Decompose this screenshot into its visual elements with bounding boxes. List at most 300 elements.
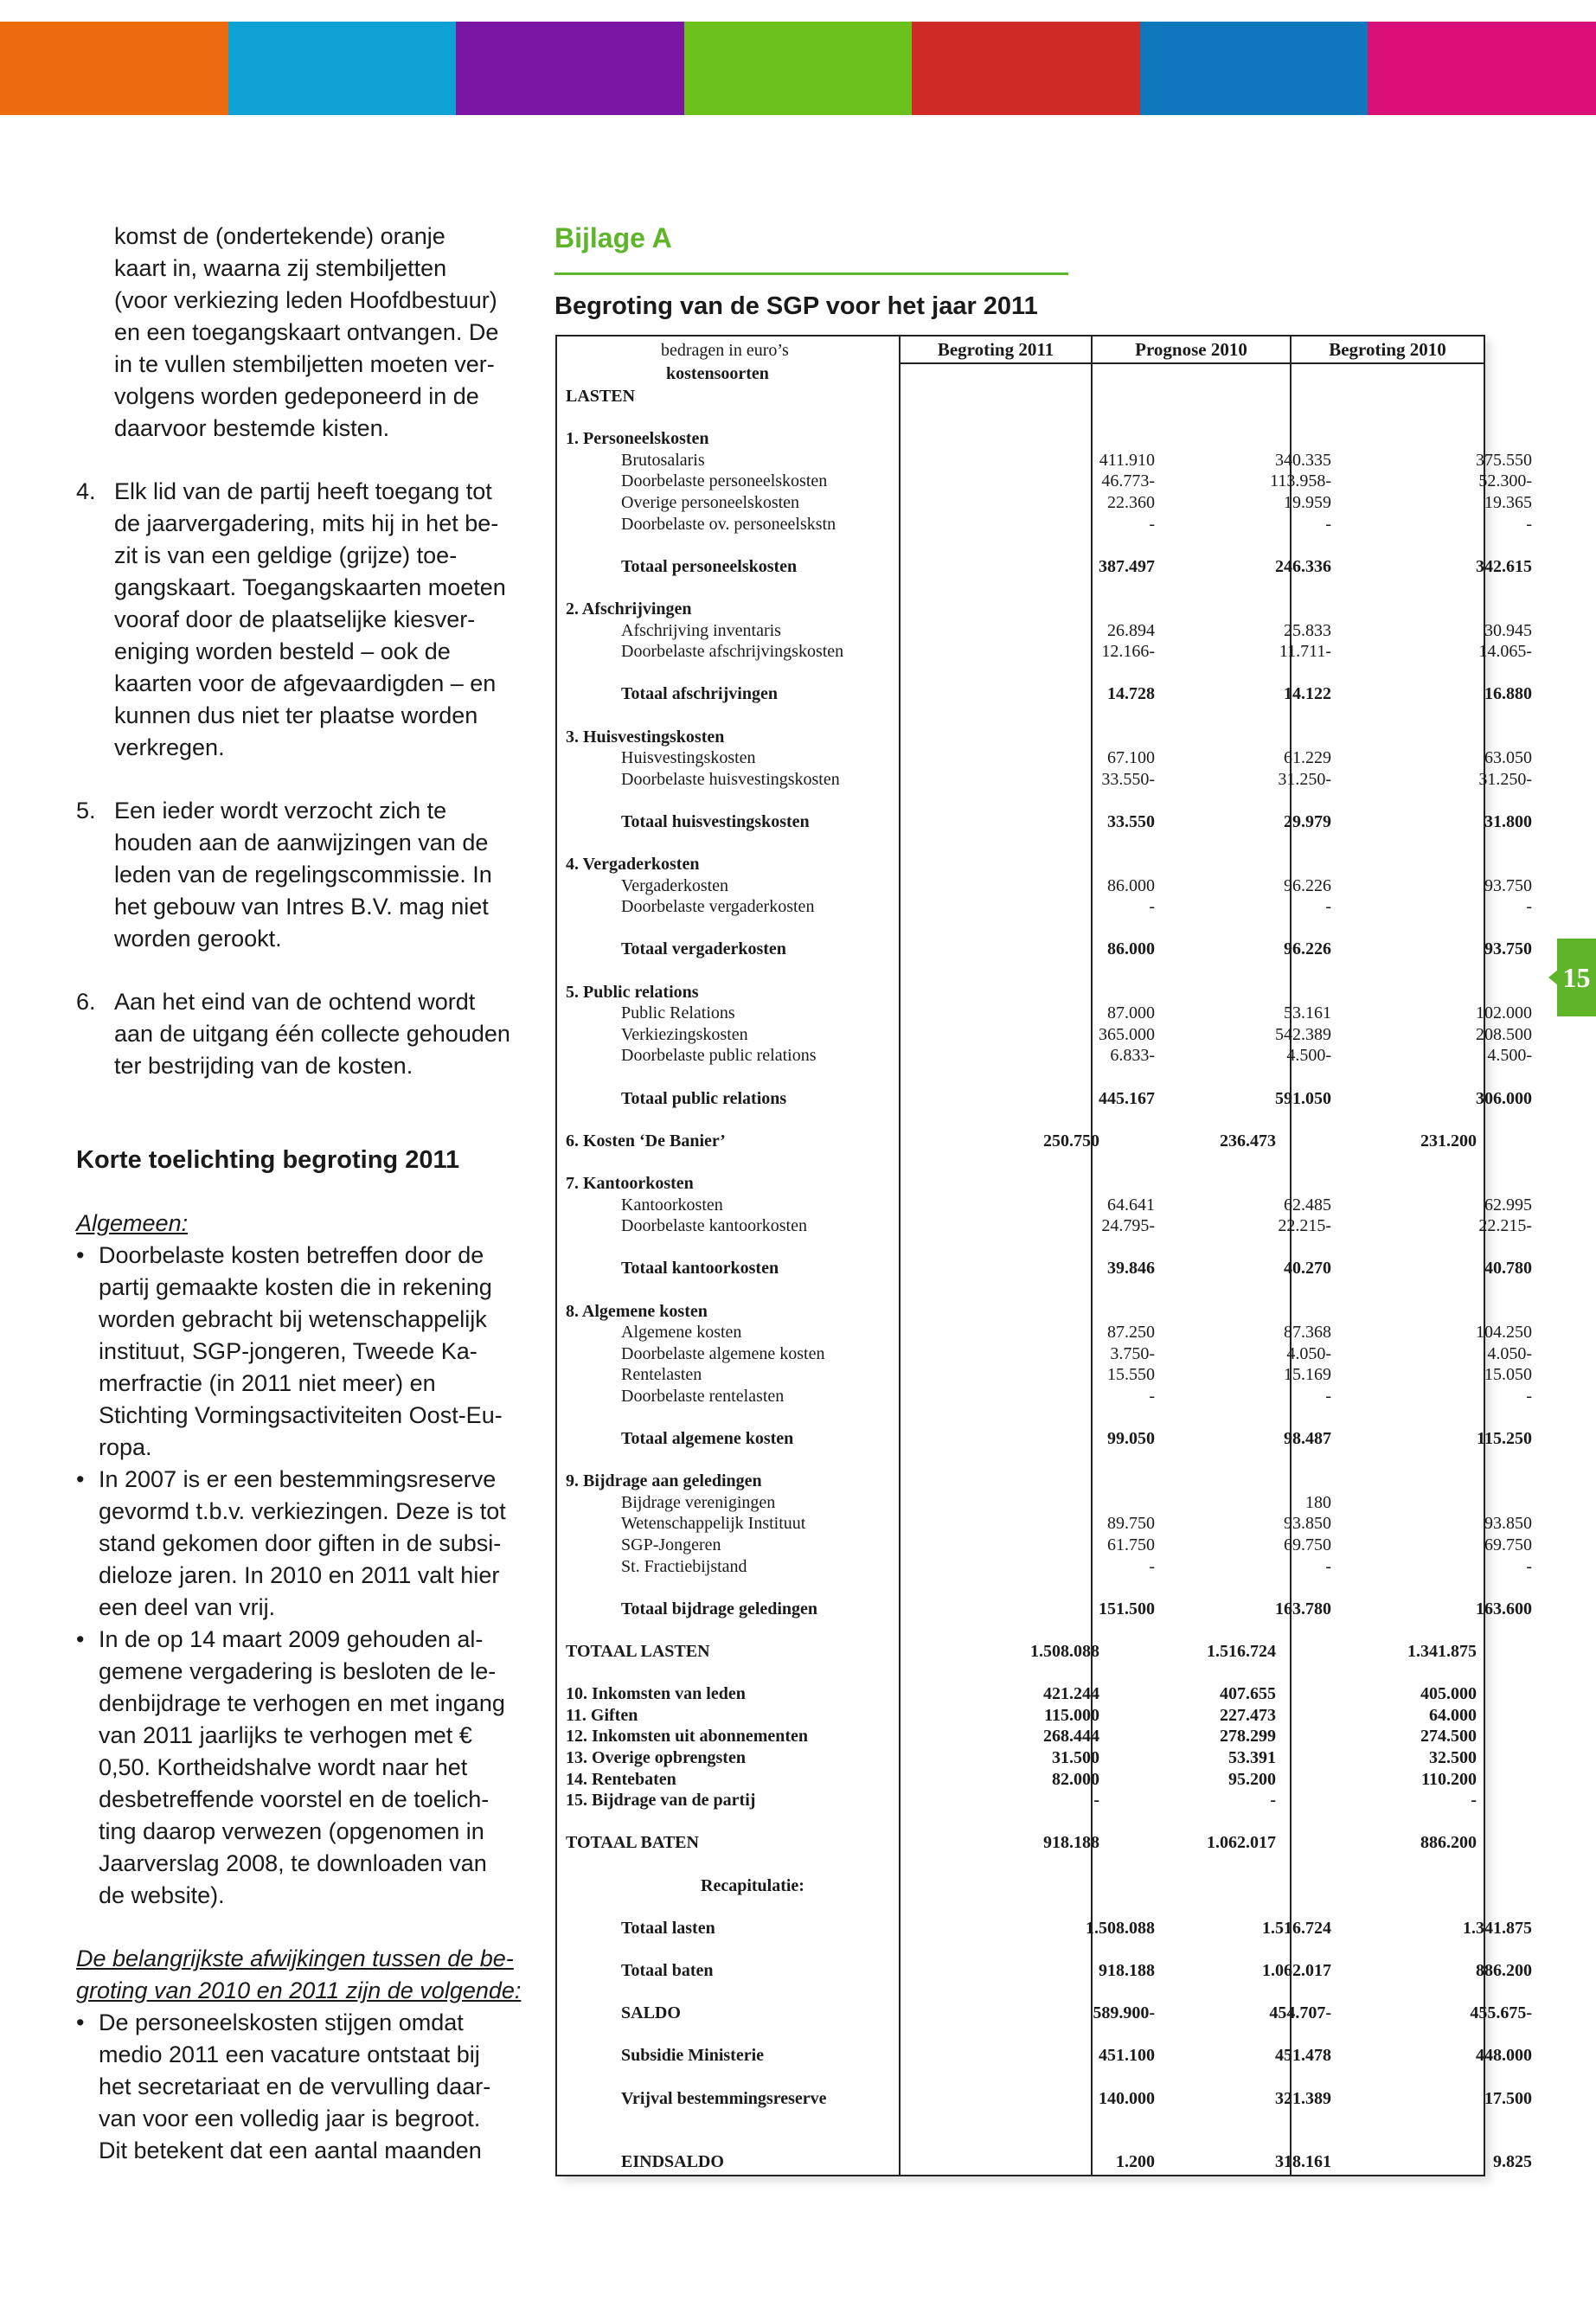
- text-line: stand gekomen door giften in de subsi-: [99, 1530, 502, 1556]
- color-stripe: [1140, 22, 1368, 115]
- row-value: -: [1526, 1386, 1532, 1406]
- text-line: groting van 2010 en 2011 zijn de volgende:: [76, 1977, 522, 2003]
- row-value: -: [1325, 1386, 1331, 1406]
- row-label: [557, 832, 907, 854]
- row-value: [907, 1982, 1099, 2003]
- text-line: in te vullen stembiljetten moeten ver-: [114, 351, 495, 377]
- row-value: 454.707-: [1269, 2003, 1331, 2023]
- row-value: 886.200: [1420, 1833, 1477, 1853]
- row-value: 30.945: [1484, 620, 1532, 640]
- color-stripe: [1368, 22, 1596, 115]
- row-value: 31.500: [1052, 1748, 1099, 1767]
- row-label: Doorbelaste rentelasten: [621, 1386, 785, 1406]
- row-value: [1099, 1471, 1276, 1492]
- row-value: 455.675-: [1470, 2003, 1532, 2023]
- budget-row: [557, 727, 1484, 748]
- budget-row: [557, 1237, 1484, 1259]
- row-value: -: [1325, 514, 1331, 534]
- row-label: Kantoorkosten: [621, 1195, 723, 1215]
- budget-row: [557, 2088, 1532, 2110]
- row-value: [1099, 918, 1276, 939]
- row-value: 14.065-: [1478, 642, 1532, 662]
- row-label: 9. Bijdrage aan geledingen: [566, 1471, 762, 1491]
- budget-row: [557, 1896, 1484, 1918]
- row-value: 61.750: [1107, 1535, 1155, 1555]
- text-line: In de op 14 maart 2009 gehouden al-: [99, 1626, 484, 1652]
- row-value: 451.100: [1099, 2046, 1155, 2066]
- row-value: [1099, 386, 1276, 407]
- row-label: [557, 1939, 907, 1960]
- row-label: Totaal lasten: [621, 1918, 715, 1938]
- row-value: [1276, 2024, 1477, 2046]
- general-bullets: [76, 1240, 526, 1912]
- row-label: [557, 2131, 907, 2152]
- row-value: 93.850: [1284, 1514, 1331, 1534]
- row-value: 22.215-: [1278, 1216, 1331, 1236]
- text-line: een deel van vrij.: [99, 1594, 276, 1620]
- budget-row: [557, 1875, 1484, 1897]
- row-label: [557, 918, 907, 939]
- numbered-item: [76, 476, 526, 764]
- row-value: [1099, 1279, 1276, 1301]
- row-label: 11. Giften: [566, 1705, 638, 1725]
- text-line: Jaarverslag 2008, te downloaden van: [99, 1850, 487, 1876]
- text-line: kaarten voor de afgevaardigden – en: [114, 670, 497, 696]
- appendix-label: Bijlage A: [554, 222, 672, 253]
- budget-row: [557, 535, 1484, 556]
- row-value: 40.780: [1484, 1259, 1532, 1279]
- row-label: 4. Vergaderkosten: [566, 855, 700, 875]
- page-number: 15: [1557, 939, 1596, 1016]
- text-line: (voor verkiezing leden Hoofdbestuur): [114, 287, 497, 313]
- row-value: 163.780: [1275, 1599, 1331, 1618]
- row-value: -: [1149, 514, 1155, 534]
- bullet-item: [76, 1464, 526, 1624]
- row-value: 451.478: [1275, 2046, 1331, 2066]
- row-value: [907, 2131, 1099, 2152]
- row-value: 104.250: [1476, 1323, 1532, 1343]
- row-label: [557, 1982, 907, 2003]
- row-value: [1276, 1450, 1477, 1471]
- row-value: -: [1093, 1791, 1099, 1811]
- row-value: 31.800: [1484, 811, 1532, 831]
- budget-row: [557, 1131, 1484, 1152]
- text-line: desbetreffende voorstel en de toelich-: [99, 1786, 490, 1812]
- row-value: 1.508.088: [1086, 1918, 1155, 1938]
- row-label: 1. Personeelskosten: [566, 429, 709, 449]
- budget-row: [557, 1663, 1484, 1684]
- budget-title: Begroting van de SGP voor het jaar 2011: [554, 292, 1038, 320]
- text-line: Aan het eind van de ochtend wordt: [114, 989, 476, 1015]
- row-label: Doorbelaste algemene kosten: [621, 1343, 825, 1363]
- intro-paragraph: [76, 221, 526, 445]
- row-label: Bijdrage verenigingen: [621, 1492, 776, 1512]
- numbered-item: [76, 795, 526, 955]
- row-value: [1276, 1301, 1477, 1323]
- row-label: [557, 960, 907, 982]
- row-value: [1276, 663, 1477, 684]
- row-value: 542.389: [1275, 1024, 1331, 1044]
- row-value: [1276, 2109, 1477, 2131]
- row-value: 1.341.875: [1407, 1642, 1477, 1662]
- numbered-list: [76, 476, 526, 1082]
- row-value: 268.444: [1043, 1727, 1099, 1747]
- text-line: worden gerookt.: [114, 926, 282, 952]
- row-value: 342.615: [1476, 556, 1532, 576]
- text-line: Dit betekent dat een aantal maanden: [99, 2138, 482, 2163]
- section-title: Korte toelichting begroting 2011: [76, 1146, 460, 1174]
- budget-row: [557, 663, 1484, 684]
- row-value: 115.000: [1044, 1705, 1099, 1725]
- row-value: 365.000: [1099, 1024, 1155, 1044]
- budget-row: [557, 1428, 1532, 1450]
- budget-row: [557, 1109, 1484, 1131]
- row-value: 31.250-: [1478, 769, 1532, 789]
- row-label: Vrijval bestemmingsreserve: [621, 2088, 827, 2108]
- row-label: Totaal personeelskosten: [621, 556, 798, 576]
- text-line: medio 2011 een vacature ontstaat bij: [99, 2041, 480, 2067]
- budget-row: [557, 1151, 1484, 1173]
- row-value: 1.062.017: [1207, 1833, 1276, 1853]
- row-value: 4.500-: [1487, 1046, 1532, 1066]
- row-value: 445.167: [1099, 1088, 1155, 1108]
- row-label: 6. Kosten ‘De Banier’: [566, 1131, 726, 1150]
- bullet-icon: •: [76, 1242, 85, 1268]
- row-value: 62.995: [1484, 1195, 1532, 1215]
- row-value: [907, 832, 1099, 854]
- row-value: 61.229: [1284, 748, 1331, 768]
- row-label: [557, 1407, 907, 1429]
- budget-row: [557, 620, 1532, 642]
- row-value: [1276, 1279, 1477, 1301]
- row-value: 151.500: [1099, 1599, 1155, 1618]
- row-value: [1099, 577, 1276, 599]
- budget-row: [557, 832, 1484, 854]
- row-value: [1099, 428, 1276, 450]
- row-value: [1099, 1067, 1276, 1088]
- row-value: 53.161: [1284, 1003, 1331, 1023]
- row-value: 67.100: [1107, 748, 1155, 768]
- budget-row: [557, 896, 1532, 918]
- row-label: 10. Inkomsten van leden: [566, 1684, 746, 1704]
- row-value: 274.500: [1420, 1727, 1477, 1747]
- row-value: [1276, 982, 1477, 1003]
- row-label: SALDO: [621, 2003, 681, 2023]
- row-value: [1276, 1619, 1477, 1641]
- budget-row: [557, 1003, 1532, 1024]
- row-value: [1099, 1619, 1276, 1641]
- budget-row: [557, 939, 1532, 960]
- text-line: ting daarop verwezen (opgenomen in: [99, 1818, 484, 1844]
- budget-row: [557, 1747, 1484, 1769]
- row-value: 421.244: [1043, 1684, 1099, 1704]
- row-value: 33.550: [1107, 811, 1155, 831]
- row-value: 236.473: [1220, 1131, 1276, 1150]
- row-value: 180: [1305, 1492, 1331, 1512]
- row-label: 3. Huisvestingskosten: [566, 727, 725, 747]
- budget-row: [557, 1513, 1532, 1535]
- budget-row: [557, 790, 1484, 811]
- budget-row: [557, 1343, 1532, 1365]
- row-value: 99.050: [1107, 1429, 1155, 1449]
- row-value: -: [1325, 897, 1331, 917]
- row-value: [1331, 1492, 1532, 1514]
- bullet-text: [99, 1240, 526, 1464]
- row-value: 1.062.017: [1262, 1960, 1331, 1980]
- appendix-divider: [554, 272, 1068, 275]
- column-header-begroting-2011: Begroting 2011: [937, 339, 1054, 360]
- row-value: [1099, 2024, 1276, 2046]
- budget-row: [557, 577, 1484, 599]
- row-value: 40.270: [1284, 1259, 1331, 1279]
- row-value: 1.516.724: [1207, 1642, 1276, 1662]
- row-value: [907, 1151, 1099, 1173]
- row-label: 5. Public relations: [566, 982, 699, 1002]
- bullet-icon: •: [76, 2009, 85, 2035]
- budget-row: [557, 1854, 1484, 1875]
- text-line: verkregen.: [114, 734, 225, 760]
- row-label: St. Fractiebijstand: [621, 1556, 747, 1576]
- row-label: Totaal afschrijvingen: [621, 684, 778, 704]
- row-value: [1099, 2109, 1276, 2131]
- budget-row: [557, 982, 1484, 1003]
- row-label: [557, 705, 907, 727]
- row-value: [1276, 1151, 1477, 1173]
- text-line: worden gebracht bij wetenschappelijk: [99, 1306, 487, 1332]
- row-value: [1276, 1854, 1477, 1875]
- budget-row: [557, 875, 1532, 897]
- row-value: 64.000: [1429, 1705, 1477, 1725]
- item-number: 4.: [76, 478, 96, 504]
- row-value: 411.910: [1099, 450, 1155, 470]
- row-value: [1099, 1939, 1276, 1960]
- text-line: instituut, SGP-jongeren, Tweede Ka-: [99, 1338, 478, 1364]
- bullet-item: [76, 1624, 526, 1912]
- budget-row: [557, 1832, 1484, 1854]
- row-value: [907, 663, 1099, 684]
- color-stripe: [684, 22, 913, 115]
- row-label: [557, 1663, 907, 1684]
- row-value: [907, 705, 1099, 727]
- row-value: 87.368: [1284, 1323, 1331, 1343]
- row-value: [1099, 599, 1276, 620]
- row-value: 340.335: [1275, 450, 1331, 470]
- row-label: Subsidie Ministerie: [621, 2046, 765, 2066]
- row-label: [557, 790, 907, 811]
- row-value: [1099, 854, 1276, 875]
- row-value: [1099, 790, 1276, 811]
- budget-row: [557, 769, 1532, 791]
- row-value: 29.979: [1284, 811, 1331, 831]
- text-line: ropa.: [99, 1434, 152, 1460]
- row-label: [557, 663, 907, 684]
- text-line: van 2011 jaarlijks te verhogen met €: [99, 1722, 472, 1748]
- row-value: 246.336: [1275, 556, 1331, 576]
- row-value: 1.516.724: [1262, 1918, 1331, 1938]
- row-label: Totaal algemene kosten: [621, 1429, 794, 1449]
- budget-row: [557, 854, 1484, 875]
- row-value: 98.487: [1284, 1429, 1331, 1449]
- text-line: Een ieder wordt verzocht zich te: [114, 798, 447, 824]
- row-value: [1099, 1407, 1276, 1429]
- budget-row: [557, 471, 1532, 492]
- text-line: de website).: [99, 1882, 225, 1908]
- row-value: 53.391: [1228, 1748, 1276, 1767]
- currency-note: bedragen in euro’s: [661, 341, 789, 360]
- row-label: Verkiezingskosten: [621, 1024, 748, 1044]
- row-value: 86.000: [1107, 939, 1155, 959]
- row-value: 102.000: [1476, 1003, 1532, 1023]
- budget-row: [557, 428, 1484, 450]
- bullet-text: [99, 2007, 526, 2167]
- row-value: 11.711-: [1279, 642, 1331, 662]
- row-value: [1099, 1982, 1276, 2003]
- row-label: [557, 535, 907, 556]
- budget-row: [557, 1215, 1532, 1237]
- row-value: 115.250: [1477, 1429, 1532, 1449]
- row-value: [1099, 1854, 1276, 1875]
- row-value: [907, 599, 1099, 620]
- text-line: en een toegangskaart ontvangen. De: [114, 319, 499, 345]
- text-line: aan de uitgang één collecte gehouden: [114, 1021, 510, 1047]
- row-label: [557, 2024, 907, 2046]
- text-line: zit is van een geldige (grijze) toe-: [114, 542, 458, 568]
- row-value: 1.200: [1116, 2152, 1155, 2172]
- row-label: 13. Overige opbrengsten: [566, 1748, 746, 1767]
- left-column: [76, 221, 526, 2167]
- deviations-heading: [76, 1943, 526, 2007]
- color-stripe: [912, 22, 1140, 115]
- row-value: 918.188: [1043, 1833, 1099, 1853]
- row-label: [557, 1109, 907, 1131]
- item-number: 6.: [76, 989, 96, 1015]
- row-label: Doorbelaste kantoorkosten: [621, 1216, 807, 1236]
- budget-row: [557, 1599, 1532, 1620]
- row-label: SGP-Jongeren: [621, 1535, 721, 1555]
- row-label: [557, 1811, 907, 1833]
- item-number: 5.: [76, 798, 96, 824]
- text-line: Doorbelaste kosten betreffen door de: [99, 1242, 484, 1268]
- row-value: 93.850: [1484, 1514, 1532, 1534]
- row-value: 4.050-: [1487, 1343, 1532, 1363]
- row-value: [1276, 1237, 1477, 1259]
- row-value: -: [1526, 897, 1532, 917]
- row-label: Doorbelaste public relations: [621, 1046, 817, 1066]
- row-value: -: [1325, 1556, 1331, 1576]
- budget-row: [557, 1258, 1532, 1279]
- budget-row: [557, 2109, 1484, 2131]
- row-value: [907, 960, 1099, 982]
- row-value: [907, 1301, 1099, 1323]
- row-value: 69.750: [1284, 1535, 1331, 1555]
- general-heading: Algemeen:: [76, 1210, 189, 1236]
- row-value: 321.389: [1275, 2088, 1331, 2108]
- row-value: 69.750: [1484, 1535, 1532, 1555]
- budget-row: [557, 1279, 1484, 1301]
- row-value: 1.341.875: [1463, 1918, 1532, 1938]
- budget-row: [557, 1471, 1484, 1492]
- row-value: [1276, 1982, 1477, 2003]
- row-label: Recapitulatie:: [701, 1875, 804, 1895]
- row-value: [1276, 407, 1477, 429]
- bullet-text: [99, 1464, 526, 1624]
- row-value: 918.188: [1099, 1960, 1155, 1980]
- color-stripe: [0, 22, 228, 115]
- row-value: 278.299: [1220, 1727, 1276, 1747]
- row-label: 8. Algemene kosten: [566, 1301, 708, 1321]
- row-value: [907, 1854, 1099, 1875]
- budget-row: [557, 1364, 1532, 1386]
- budget-row: [557, 1322, 1532, 1343]
- row-value: [1276, 1811, 1477, 1833]
- row-value: [1099, 1109, 1276, 1131]
- color-stripe: [228, 22, 457, 115]
- text-line: dieloze jaren. In 2010 en 2011 valt hier: [99, 1562, 500, 1588]
- budget-row: [557, 1450, 1484, 1471]
- text-line: Stichting Vormingsactiviteiten Oost-Eu-: [99, 1402, 503, 1428]
- budget-row: [557, 1811, 1484, 1833]
- text-line: daarvoor bestemde kisten.: [114, 415, 390, 441]
- row-value: 163.600: [1476, 1599, 1532, 1618]
- row-value: [1099, 663, 1276, 684]
- row-value: [1099, 1151, 1276, 1173]
- budget-table: [555, 335, 1532, 2176]
- row-label: Public Relations: [621, 1003, 735, 1023]
- row-value: 208.500: [1476, 1024, 1532, 1044]
- row-label: [557, 1577, 907, 1599]
- text-line: vooraf door de plaatselijke kiesver-: [114, 606, 476, 632]
- row-value: [1276, 577, 1477, 599]
- row-value: 95.200: [1228, 1769, 1276, 1789]
- row-label: Totaal baten: [621, 1960, 714, 1980]
- row-value: [907, 1407, 1099, 1429]
- row-value: [907, 854, 1099, 875]
- row-value: 25.833: [1284, 620, 1331, 640]
- row-value: 33.550-: [1101, 769, 1155, 789]
- budget-row: [557, 492, 1532, 514]
- budget-row: [557, 1918, 1532, 1939]
- budget-row: [557, 918, 1484, 939]
- row-value: 19.365: [1484, 492, 1532, 512]
- budget-row: [557, 683, 1532, 705]
- budget-row: [557, 1173, 1484, 1195]
- budget-rows: [557, 386, 1532, 2173]
- row-value: 64.641: [1107, 1195, 1155, 1215]
- header-divider: [899, 362, 1484, 364]
- row-value: [1276, 854, 1477, 875]
- budget-row: [557, 747, 1532, 769]
- row-value: [1276, 2067, 1477, 2088]
- numbered-item: [76, 986, 526, 1082]
- budget-row: [557, 1535, 1532, 1556]
- row-value: 140.000: [1099, 2088, 1155, 2108]
- row-value: 113.958-: [1270, 471, 1331, 491]
- row-value: [1276, 705, 1477, 727]
- row-value: [907, 1173, 1099, 1195]
- row-value: [1276, 386, 1477, 407]
- row-value: [1099, 1301, 1276, 1323]
- row-value: [907, 918, 1099, 939]
- deviation-bullets: [76, 2007, 526, 2167]
- row-label: [557, 2109, 907, 2131]
- row-value: 19.959: [1284, 492, 1331, 512]
- row-value: 96.226: [1284, 875, 1331, 895]
- budget-row: [557, 1769, 1484, 1791]
- row-value: 87.250: [1107, 1323, 1155, 1343]
- row-value: 16.880: [1484, 684, 1532, 704]
- row-value: 93.750: [1484, 939, 1532, 959]
- row-value: [1099, 2067, 1276, 2088]
